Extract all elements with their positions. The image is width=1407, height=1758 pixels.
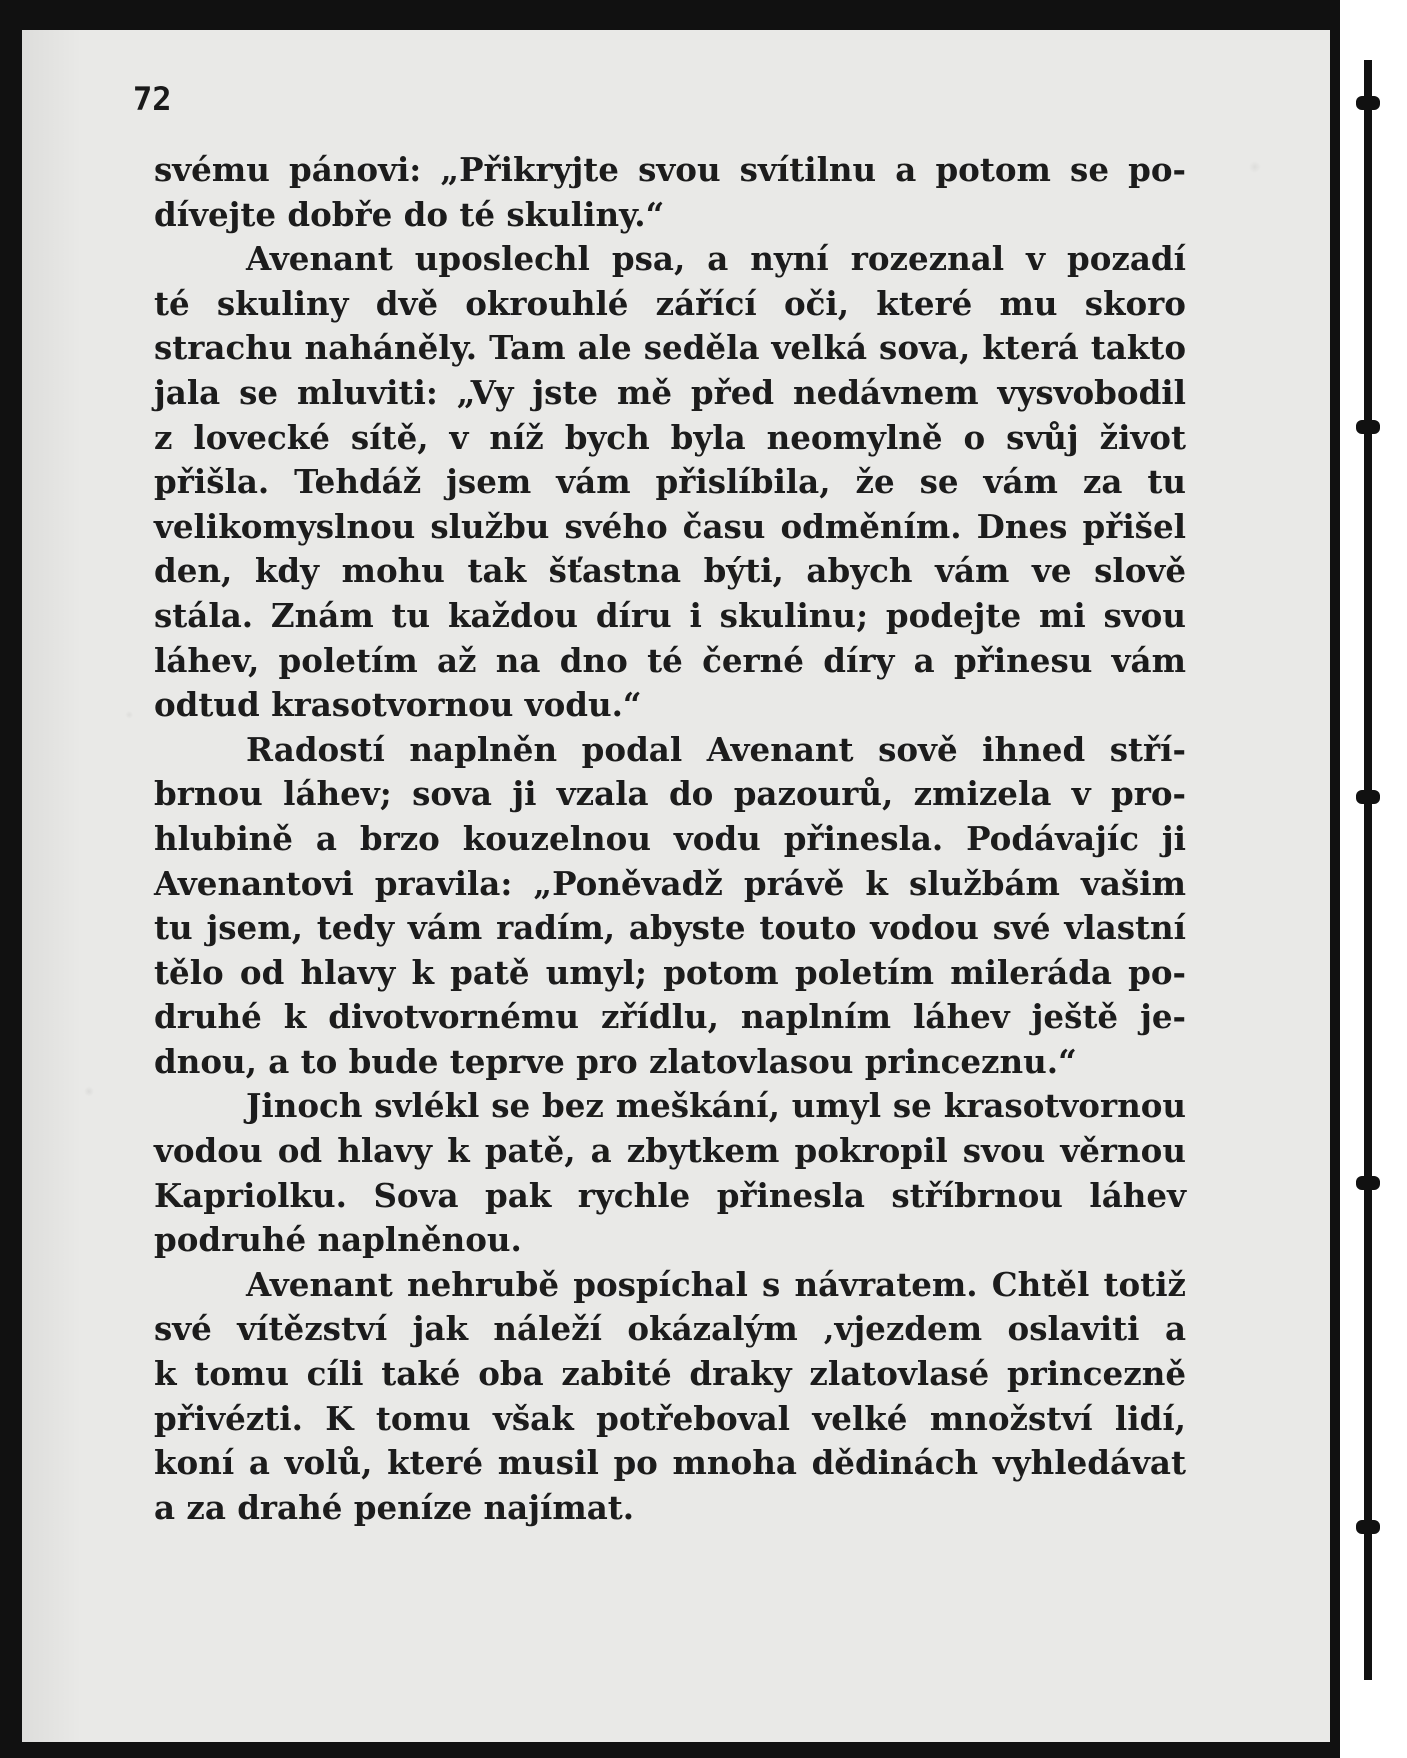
text-line: láhev, poletím až na dno té černé díry a přinesu vám [154, 640, 1186, 680]
text-line: z lovecké sítě, v níž bych byla neomylně o svůj život [154, 417, 1186, 457]
text-line: koní a volů, které musil po mnoha dědinách vyhledávat [154, 1443, 1186, 1483]
text-line: té skuliny dvě okrouhlé zářící oči, které mu skoro [154, 283, 1186, 323]
text-line: dnou, a to bude teprve pro zlatovlasou princeznu.“ [154, 1041, 1077, 1081]
text-line: Radostí naplněn podal Avenant sově ihned stří- [246, 729, 1186, 769]
text-line: Jinoch svlékl se bez meškání, umyl se krasotvornou [246, 1086, 1186, 1126]
text-line: Avenantovi pravila: „Poněvadž právě k službám vašim [154, 863, 1186, 903]
binding-spine-knob [1356, 790, 1380, 804]
text-line: Avenant nehrubě pospíchal s návratem. Chtěl totiž [246, 1264, 1186, 1304]
text-line: Kapriolku. Sova pak rychle přinesla stříbrnou láhev [154, 1175, 1186, 1215]
binding-spine-knob [1356, 1176, 1380, 1190]
text-line: k tomu cíli také oba zabité draky zlatovlasé princezně [154, 1354, 1186, 1394]
text-line: vodou od hlavy k patě, a zbytkem pokropil svou věrnou [154, 1131, 1186, 1171]
text-line: den, kdy mohu tak šťastna býti, abych vám ve slově [154, 551, 1186, 591]
text-line: přišla. Tehdáž jsem vám přislíbila, že se vám za tu [154, 462, 1186, 502]
binding-spine-rule [1364, 60, 1372, 1680]
text-line: druhé k divotvornému zřídlu, naplním láhev ještě je- [154, 997, 1186, 1037]
text-line: odtud krasotvornou vodu.“ [154, 685, 642, 725]
text-line: strachu naháněly. Tam ale seděla velká sova, která takto [154, 328, 1186, 368]
text-line: tělo od hlavy k patě umyl; potom poletím mileráda po- [154, 952, 1186, 992]
text-line: hlubině a brzo kouzelnou vodu přinesla. Podávajíc ji [154, 818, 1186, 858]
text-line: podruhé naplněnou. [154, 1220, 522, 1260]
binding-spine-knob [1356, 420, 1380, 434]
text-line: dívejte dobře do té skuliny.“ [154, 194, 665, 234]
text-line: Avenant uposlechl psa, a nyní rozeznal v pozadí [246, 239, 1186, 279]
binding-edge [1330, 0, 1340, 1758]
text-line: velikomyslnou službu svého času odměním. Dnes přišel [154, 506, 1186, 546]
text-line: brnou láhev; sova ji vzala do pazourů, zmizela v pro- [154, 774, 1186, 814]
text-line: přivézti. K tomu však potřeboval velké množství lidí, [154, 1398, 1186, 1438]
text-line: stála. Znám tu každou díru i skulinu; podejte mi svou [154, 595, 1186, 635]
text-line: svému pánovi: „Přikryjte svou svítilnu a potom se po- [154, 150, 1186, 189]
text-line: tu jsem, tedy vám radím, abyste touto vodou své vlastní [154, 908, 1186, 948]
binding-spine-knob [1356, 96, 1380, 110]
text-line: a za drahé peníze najímat. [154, 1487, 635, 1527]
text-line: své vítězství jak náleží okázalým ‚vjezdem oslaviti a [154, 1309, 1186, 1349]
text-line: jala se mluviti: „Vy jste mě před nedávnem vysvobodil [154, 372, 1186, 412]
binding-spine-knob [1356, 1520, 1380, 1534]
book-binding [1330, 0, 1407, 1758]
page-number: 72 [133, 80, 172, 118]
body-text [154, 148, 1186, 1530]
